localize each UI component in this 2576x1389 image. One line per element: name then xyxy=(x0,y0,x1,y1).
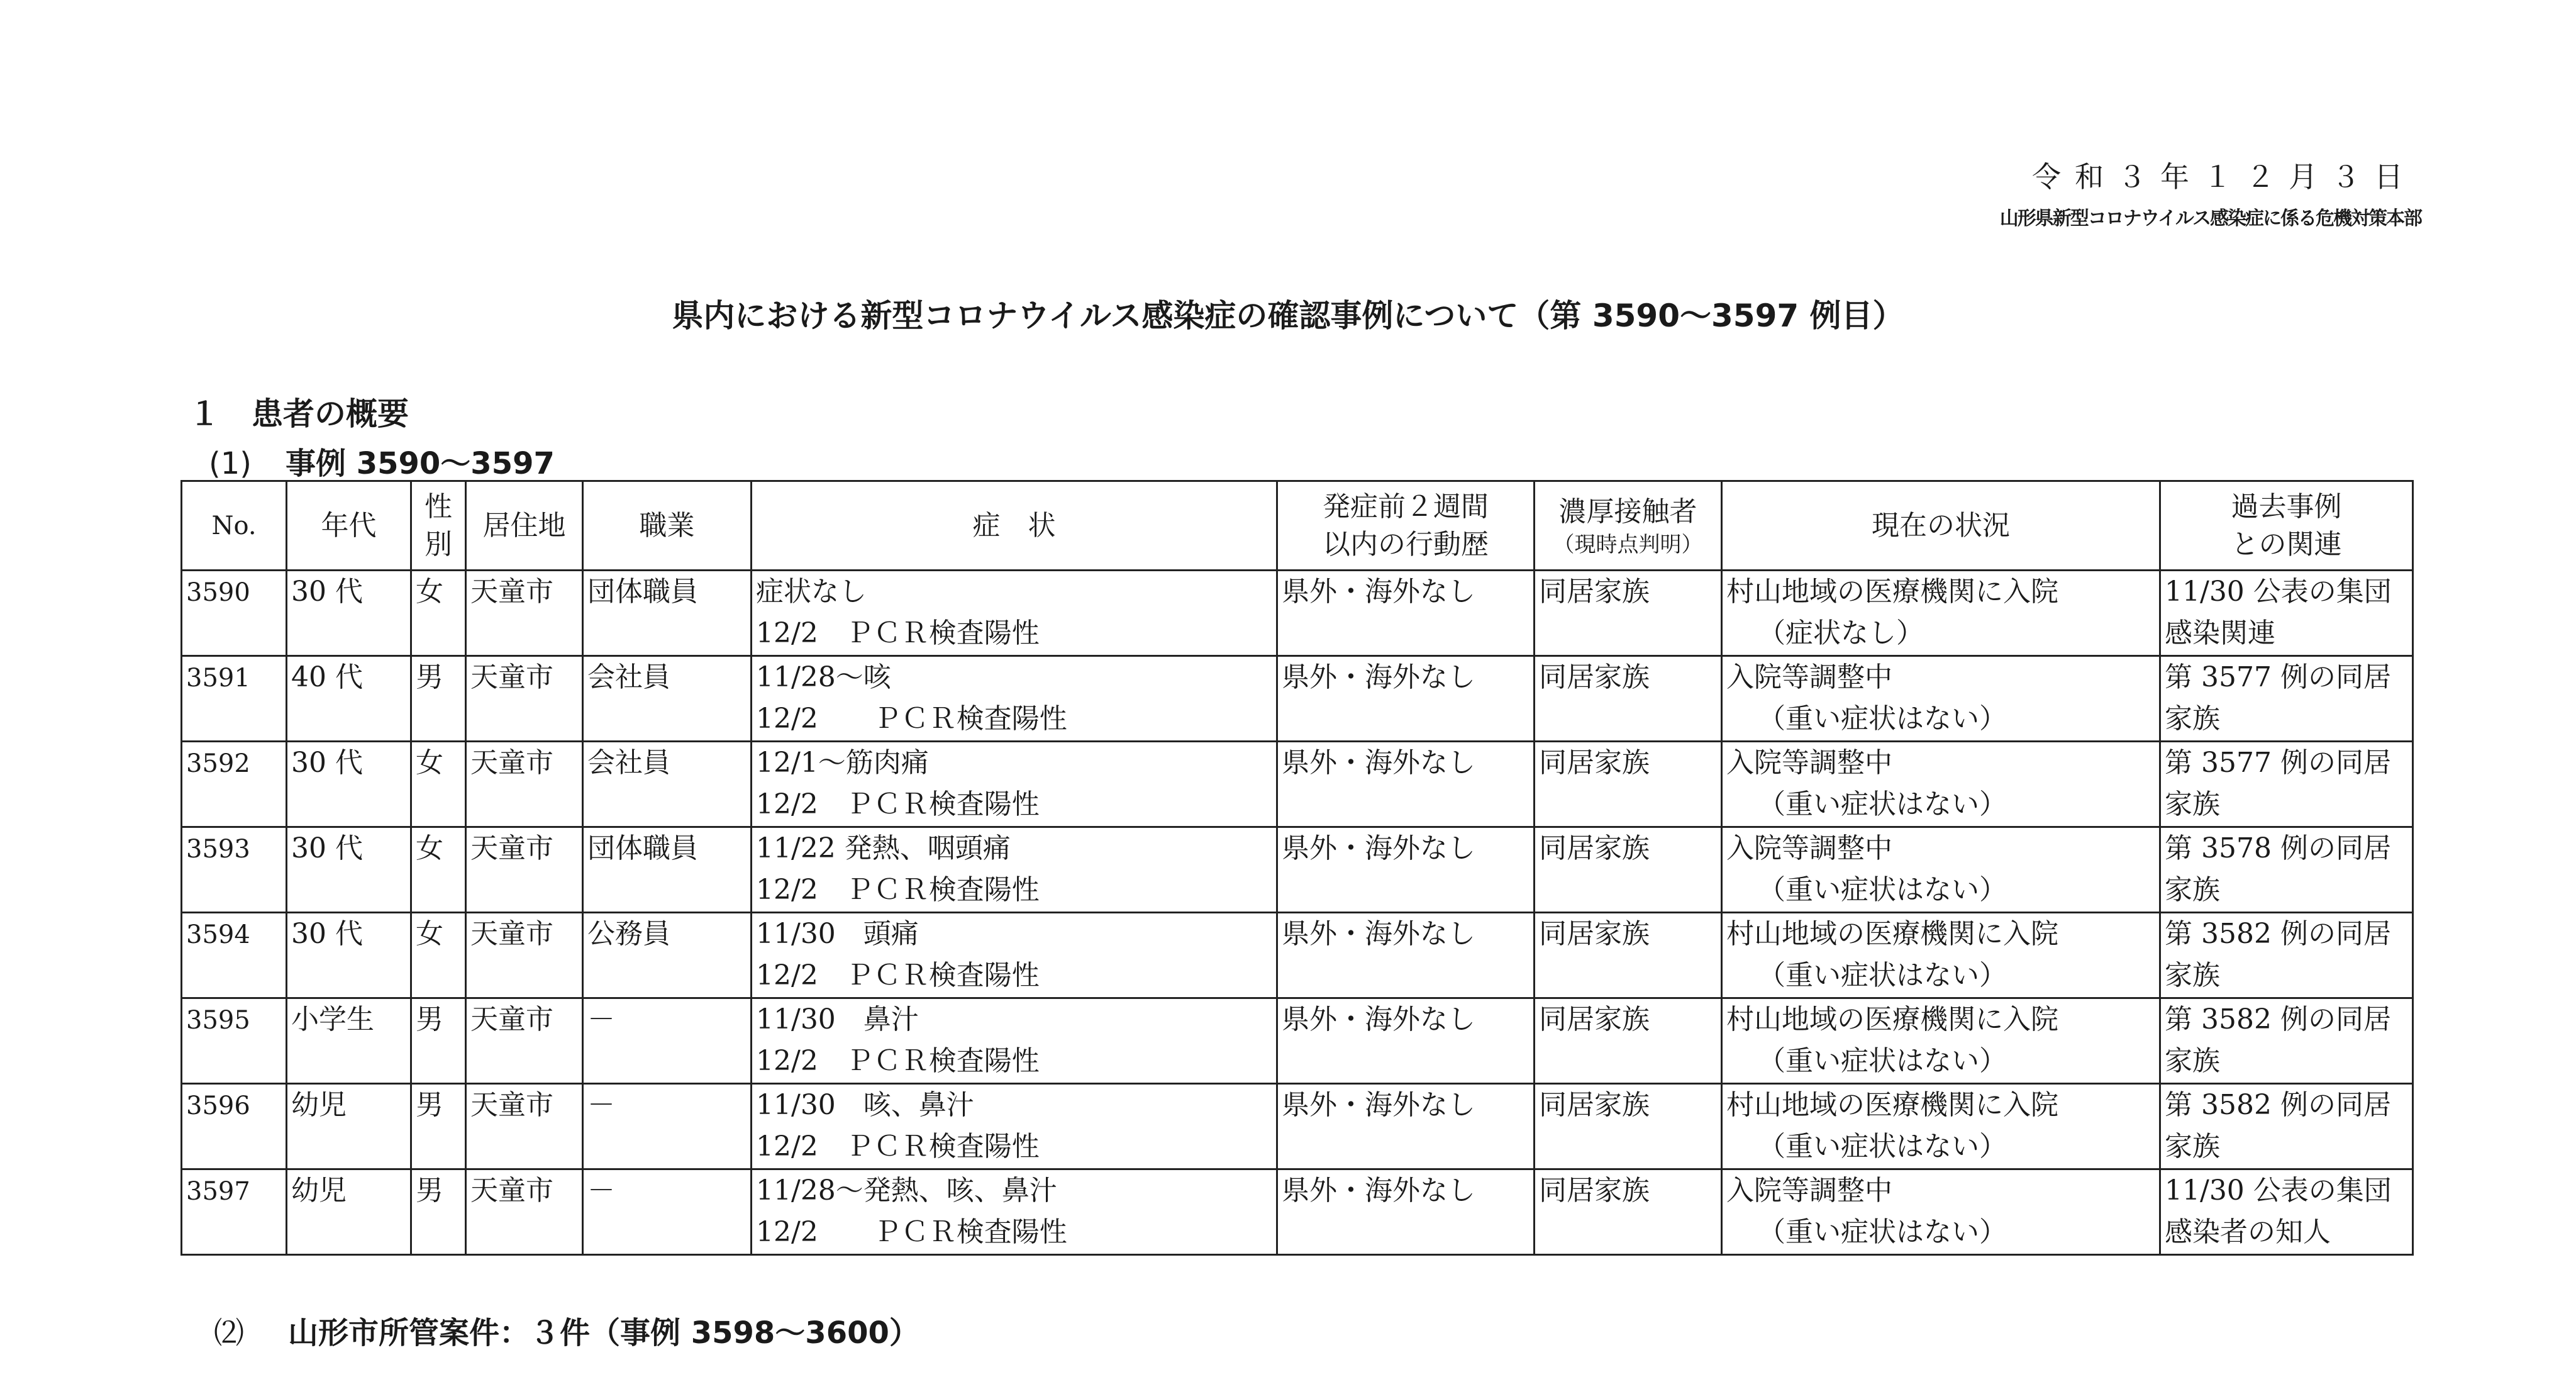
cell-status xyxy=(1722,913,2160,998)
travel-history: 県外・海外なし xyxy=(1282,747,1475,779)
cell-symptoms xyxy=(752,913,1277,998)
symptom-onset: 症状なし xyxy=(756,576,867,608)
residence: 天童市 xyxy=(470,1089,553,1121)
cell-no xyxy=(182,742,287,827)
cell-symptoms xyxy=(752,998,1277,1084)
sex: 男 xyxy=(416,1089,443,1121)
table-header-row xyxy=(182,481,2413,571)
cell-contacts xyxy=(1535,913,1722,998)
cell-sex xyxy=(411,1084,466,1169)
cell-residence xyxy=(466,827,583,913)
occupation: － xyxy=(587,1003,615,1035)
past-case-relation: 第 3582 例の同居家族 xyxy=(2165,1089,2391,1163)
close-contacts: 同居家族 xyxy=(1539,576,1650,608)
past-case-relation: 第 3582 例の同居家族 xyxy=(2165,1003,2391,1077)
close-contacts: 同居家族 xyxy=(1539,661,1650,693)
close-contacts: 同居家族 xyxy=(1539,1003,1650,1035)
subsection-1-number: (1) xyxy=(209,446,252,481)
subsection-1-heading xyxy=(209,439,555,483)
sex: 女 xyxy=(416,832,443,864)
table-row xyxy=(182,1169,2413,1255)
col-header-sex: 性 別 xyxy=(411,481,466,571)
occupation: － xyxy=(587,1174,615,1207)
travel-history: 県外・海外なし xyxy=(1282,1003,1475,1035)
cell-occupation xyxy=(583,998,752,1084)
cell-age xyxy=(287,913,411,998)
cell-status xyxy=(1722,1084,2160,1169)
cell-status xyxy=(1722,998,2160,1084)
cell-occupation xyxy=(583,656,752,742)
cell-contacts xyxy=(1535,1084,1722,1169)
case-table xyxy=(180,480,2414,1256)
current-status: 村山地域の医療機関に入院 xyxy=(1726,918,2058,950)
age-group: 30 代 xyxy=(291,832,363,864)
pcr-result: 12/2 ＰＣＲ検査陽性 xyxy=(756,874,1040,906)
sex: 男 xyxy=(416,1003,443,1035)
cell-travel xyxy=(1277,571,1535,656)
col-header-close-contacts: 濃厚接触者 （現時点判明） xyxy=(1535,481,1722,571)
residence: 天童市 xyxy=(470,661,553,693)
document-title: 県内における新型コロナウイルス感染症の確認事例について（第 3590～3597 例目） xyxy=(672,298,1904,334)
cell-residence xyxy=(466,571,583,656)
cell-symptoms xyxy=(752,1169,1277,1255)
cell-no xyxy=(182,827,287,913)
sex: 男 xyxy=(416,661,443,693)
past-case-relation: 第 3577 例の同居家族 xyxy=(2165,747,2391,820)
cell-sex xyxy=(411,913,466,998)
pcr-result: 12/2 ＰＣＲ検査陽性 xyxy=(756,703,1067,735)
cell-occupation xyxy=(583,1084,752,1169)
cell-relation xyxy=(2160,1169,2413,1255)
cell-residence xyxy=(466,742,583,827)
cell-status xyxy=(1722,1169,2160,1255)
close-contacts: 同居家族 xyxy=(1539,918,1650,950)
residence: 天童市 xyxy=(470,747,553,779)
pcr-result: 12/2 ＰＣＲ検査陽性 xyxy=(756,1130,1040,1163)
age-group: 小学生 xyxy=(291,1003,374,1035)
cell-residence xyxy=(466,1169,583,1255)
age-group: 30 代 xyxy=(291,918,363,950)
past-case-relation: 11/30 公表の集団感染関連 xyxy=(2165,576,2392,649)
current-status: 入院等調整中 xyxy=(1726,747,1892,779)
section-1-heading xyxy=(189,389,409,434)
occupation: － xyxy=(587,1089,615,1121)
case-number: 3593 xyxy=(186,835,250,864)
occupation: 公務員 xyxy=(587,918,670,950)
cell-no xyxy=(182,913,287,998)
cell-travel xyxy=(1277,656,1535,742)
cell-symptoms xyxy=(752,742,1277,827)
symptom-severity: （症状なし） xyxy=(1758,617,1924,649)
case-number: 3594 xyxy=(186,920,250,949)
case-number: 3595 xyxy=(186,1006,250,1035)
symptom-onset: 12/1～筋肉痛 xyxy=(756,747,929,779)
cell-sex xyxy=(411,742,466,827)
subsection-2-heading xyxy=(214,1308,919,1352)
table-row xyxy=(182,1084,2413,1169)
current-status: 入院等調整中 xyxy=(1726,832,1892,864)
current-status: 村山地域の医療機関に入院 xyxy=(1726,1003,2058,1035)
cell-symptoms xyxy=(752,1084,1277,1169)
table-row xyxy=(182,571,2413,656)
symptom-onset: 11/28～咳 xyxy=(756,661,891,693)
symptom-severity: （重い症状はない） xyxy=(1758,1130,2007,1163)
cell-symptoms xyxy=(752,656,1277,742)
cell-travel xyxy=(1277,827,1535,913)
residence: 天童市 xyxy=(470,832,553,864)
residence: 天童市 xyxy=(470,918,553,950)
cell-sex xyxy=(411,1169,466,1255)
pcr-result: 12/2 ＰＣＲ検査陽性 xyxy=(756,1045,1040,1077)
travel-history: 県外・海外なし xyxy=(1282,832,1475,864)
pcr-result: 12/2 ＰＣＲ検査陽性 xyxy=(756,959,1040,991)
cell-occupation xyxy=(583,827,752,913)
col-header-residence: 居住地 xyxy=(466,481,583,571)
past-case-relation: 第 3578 例の同居家族 xyxy=(2165,832,2391,906)
col-header-travel-history: 発症前２週間 以内の行動歴 xyxy=(1277,481,1535,571)
occupation: 団体職員 xyxy=(587,576,698,608)
close-contacts: 同居家族 xyxy=(1539,747,1650,779)
table-row xyxy=(182,913,2413,998)
close-contacts: 同居家族 xyxy=(1539,832,1650,864)
section-1-label: 患者の概要 xyxy=(252,396,409,432)
cell-no xyxy=(182,1169,287,1255)
cell-contacts xyxy=(1535,998,1722,1084)
section-1-number: １ xyxy=(189,396,220,432)
sex: 女 xyxy=(416,576,443,608)
cell-relation xyxy=(2160,1084,2413,1169)
cell-sex xyxy=(411,827,466,913)
symptom-severity: （重い症状はない） xyxy=(1758,788,2007,820)
symptom-onset: 11/22 発熱、咽頭痛 xyxy=(756,832,1011,864)
col-header-current-status: 現在の状況 xyxy=(1722,481,2160,571)
cell-travel xyxy=(1277,1169,1535,1255)
case-number: 3596 xyxy=(186,1091,250,1120)
age-group: 40 代 xyxy=(291,661,363,693)
sex: 女 xyxy=(416,918,443,950)
age-group: 30 代 xyxy=(291,576,363,608)
cell-relation xyxy=(2160,571,2413,656)
cell-status xyxy=(1722,742,2160,827)
current-status: 村山地域の医療機関に入院 xyxy=(1726,576,2058,608)
cell-travel xyxy=(1277,913,1535,998)
cell-sex xyxy=(411,571,466,656)
col-header-no: No. xyxy=(182,481,287,571)
cell-relation xyxy=(2160,998,2413,1084)
travel-history: 県外・海外なし xyxy=(1282,661,1475,693)
cell-occupation xyxy=(583,571,752,656)
cell-travel xyxy=(1277,1084,1535,1169)
cell-no xyxy=(182,656,287,742)
cell-age xyxy=(287,1169,411,1255)
travel-history: 県外・海外なし xyxy=(1282,1174,1475,1207)
cell-occupation xyxy=(583,913,752,998)
cell-residence xyxy=(466,1084,583,1169)
cell-travel xyxy=(1277,742,1535,827)
cell-contacts xyxy=(1535,1169,1722,1255)
cell-contacts xyxy=(1535,571,1722,656)
col-header-age: 年代 xyxy=(287,481,411,571)
subsection-2-number: ⑵ xyxy=(214,1315,245,1351)
cell-contacts xyxy=(1535,656,1722,742)
past-case-relation: 第 3577 例の同居家族 xyxy=(2165,661,2391,735)
cell-residence xyxy=(466,998,583,1084)
cell-sex xyxy=(411,656,466,742)
cell-age xyxy=(287,742,411,827)
col-header-past-relation: 過去事例 との関連 xyxy=(2160,481,2413,571)
cell-residence xyxy=(466,913,583,998)
pcr-result: 12/2 ＰＣＲ検査陽性 xyxy=(756,1216,1067,1248)
occupation: 団体職員 xyxy=(587,832,698,864)
cell-status xyxy=(1722,827,2160,913)
occupation: 会社員 xyxy=(587,747,670,779)
cell-age xyxy=(287,656,411,742)
symptom-onset: 11/28～発熱、咳、鼻汁 xyxy=(756,1174,1057,1207)
symptom-severity: （重い症状はない） xyxy=(1758,1216,2007,1248)
age-group: 幼児 xyxy=(291,1089,347,1121)
subsection-1-label: 事例 3590～3597 xyxy=(286,446,555,481)
cell-occupation xyxy=(583,1169,752,1255)
cell-symptoms xyxy=(752,571,1277,656)
cell-age xyxy=(287,998,411,1084)
cell-contacts xyxy=(1535,742,1722,827)
symptom-onset: 11/30 咳、鼻汁 xyxy=(756,1089,974,1121)
cell-age xyxy=(287,571,411,656)
current-status: 村山地域の医療機関に入院 xyxy=(1726,1089,2058,1121)
table-row xyxy=(182,827,2413,913)
travel-history: 県外・海外なし xyxy=(1282,576,1475,608)
symptom-severity: （重い症状はない） xyxy=(1758,874,2007,906)
age-group: 30 代 xyxy=(291,747,363,779)
cell-relation xyxy=(2160,742,2413,827)
cell-travel xyxy=(1277,998,1535,1084)
table-row xyxy=(182,742,2413,827)
symptom-severity: （重い症状はない） xyxy=(1758,1045,2007,1077)
cell-no xyxy=(182,998,287,1084)
cell-sex xyxy=(411,998,466,1084)
past-case-relation: 11/30 公表の集団感染者の知人 xyxy=(2165,1174,2392,1248)
symptom-onset: 11/30 鼻汁 xyxy=(756,1003,919,1035)
cell-no xyxy=(182,571,287,656)
issuing-organization: 山形県新型コロナウイルス感染症に係る危機対策本部 xyxy=(1999,208,2421,230)
age-group: 幼児 xyxy=(291,1174,347,1207)
case-number: 3591 xyxy=(186,664,250,693)
residence: 天童市 xyxy=(470,1174,553,1207)
cell-status xyxy=(1722,571,2160,656)
cell-age xyxy=(287,827,411,913)
cell-contacts xyxy=(1535,827,1722,913)
cell-status xyxy=(1722,656,2160,742)
symptom-severity: （重い症状はない） xyxy=(1758,703,2007,735)
close-contacts: 同居家族 xyxy=(1539,1089,1650,1121)
cell-occupation xyxy=(583,742,752,827)
symptom-onset: 11/30 頭痛 xyxy=(756,918,919,950)
travel-history: 県外・海外なし xyxy=(1282,918,1475,950)
sex: 男 xyxy=(416,1174,443,1207)
case-number: 3592 xyxy=(186,749,250,778)
occupation: 会社員 xyxy=(587,661,670,693)
cell-relation xyxy=(2160,656,2413,742)
residence: 天童市 xyxy=(470,576,553,608)
residence: 天童市 xyxy=(470,1003,553,1035)
document-date: 令和３年１２月３日 xyxy=(2032,160,2417,194)
cell-no xyxy=(182,1084,287,1169)
cell-relation xyxy=(2160,827,2413,913)
col-header-symptoms: 症 状 xyxy=(752,481,1277,571)
close-contacts: 同居家族 xyxy=(1539,1174,1650,1207)
cell-symptoms xyxy=(752,827,1277,913)
current-status: 入院等調整中 xyxy=(1726,661,1892,693)
col-header-occupation: 職業 xyxy=(583,481,752,571)
subsection-2-label: 山形市所管案件：３件（事例 3598～3600） xyxy=(288,1315,919,1351)
case-number: 3597 xyxy=(186,1177,250,1206)
symptom-severity: （重い症状はない） xyxy=(1758,959,2007,991)
current-status: 入院等調整中 xyxy=(1726,1174,1892,1207)
table-row xyxy=(182,998,2413,1084)
case-number: 3590 xyxy=(186,578,250,607)
pcr-result: 12/2 ＰＣＲ検査陽性 xyxy=(756,788,1040,820)
past-case-relation: 第 3582 例の同居家族 xyxy=(2165,918,2391,991)
travel-history: 県外・海外なし xyxy=(1282,1089,1475,1121)
sex: 女 xyxy=(416,747,443,779)
pcr-result: 12/2 ＰＣＲ検査陽性 xyxy=(756,617,1040,649)
cell-age xyxy=(287,1084,411,1169)
cell-residence xyxy=(466,656,583,742)
cell-relation xyxy=(2160,913,2413,998)
table-row xyxy=(182,656,2413,742)
